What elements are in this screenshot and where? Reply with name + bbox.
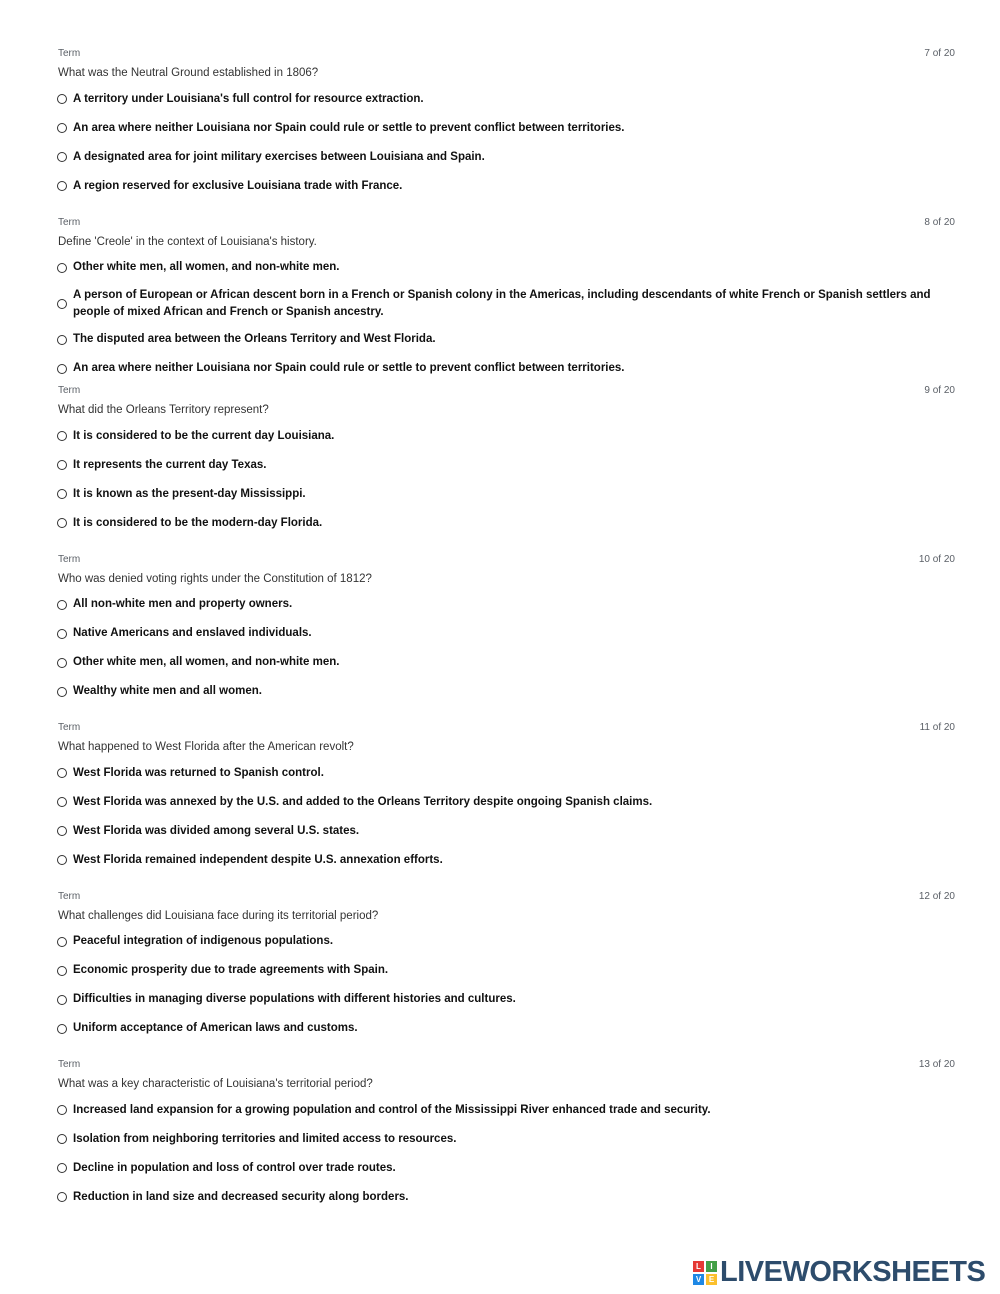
logo-wordmark: LIVEWORKSHEETS: [720, 1256, 986, 1288]
answer-option[interactable]: [57, 1018, 955, 1040]
radio-button-icon[interactable]: [57, 995, 67, 1005]
answer-option[interactable]: [57, 594, 955, 616]
answer-option-text: Difficulties in managing diverse populations with different histories and cultures.: [73, 993, 516, 1005]
radio-button-icon[interactable]: [57, 855, 67, 865]
answer-option-text: West Florida was annexed by the U.S. and added to the Orleans Territory despite ongoing Spanish claims.: [73, 795, 653, 808]
radio-button-icon[interactable]: [57, 335, 67, 345]
answer-option[interactable]: [57, 1186, 955, 1208]
question-prompt: Who was denied voting rights under the Constitution of 1812?: [58, 572, 372, 585]
term-label: Term: [58, 48, 81, 59]
logo-blocks-icon: [693, 1261, 717, 1285]
answer-option[interactable]: [57, 88, 955, 110]
logo-block: L: [693, 1261, 704, 1272]
answer-option[interactable]: [57, 1128, 955, 1150]
answer-option-text: West Florida was returned to Spanish control.: [73, 766, 324, 779]
answer-option[interactable]: [57, 1157, 955, 1179]
answer-option[interactable]: [57, 483, 955, 505]
radio-button-icon[interactable]: [57, 1192, 67, 1202]
question-counter: 9 of 20: [924, 385, 955, 396]
answer-option-text: Isolation from neighboring territories and limited access to resources.: [73, 1132, 457, 1145]
radio-button-icon[interactable]: [57, 826, 67, 836]
question-block: [57, 550, 955, 719]
logo-block: I: [706, 1261, 717, 1272]
question-header: [57, 718, 955, 738]
radio-button-icon[interactable]: [57, 263, 67, 273]
answer-option[interactable]: [57, 820, 955, 842]
question-block: [57, 887, 955, 1056]
answer-option-text: Increased land expansion for a growing population and control of the Mississippi River enhanced trade and security.: [73, 1103, 711, 1116]
radio-button-icon[interactable]: [57, 1105, 67, 1115]
answer-option[interactable]: [57, 849, 955, 871]
question-block: [57, 44, 955, 213]
answer-option[interactable]: [57, 681, 955, 703]
question-counter: 7 of 20: [924, 48, 955, 59]
question-block: [57, 1055, 955, 1224]
question-prompt: What did the Orleans Territory represent?: [58, 404, 269, 416]
answer-option-text: All non-white men and property owners.: [73, 598, 293, 610]
question-header: [57, 44, 955, 64]
question-header: [57, 381, 955, 401]
answer-option[interactable]: [57, 257, 955, 279]
question-prompt: Define 'Creole' in the context of Louisiana's history.: [58, 235, 317, 248]
answer-option-text: West Florida was divided among several U.S. states.: [73, 824, 360, 837]
answer-option[interactable]: [57, 652, 955, 674]
question-block: [57, 381, 955, 550]
term-label: Term: [58, 385, 81, 396]
question-header: [57, 550, 955, 570]
answer-option[interactable]: [57, 960, 955, 982]
radio-button-icon[interactable]: [57, 152, 67, 162]
answer-option[interactable]: [57, 117, 955, 139]
answer-option-text: West Florida remained independent despite U.S. annexation efforts.: [73, 853, 443, 866]
answer-option[interactable]: [57, 146, 955, 168]
answer-option[interactable]: [57, 329, 955, 351]
radio-button-icon[interactable]: [57, 123, 67, 133]
logo-block: E: [706, 1274, 717, 1285]
radio-button-icon[interactable]: [57, 364, 67, 374]
answer-option-text: It is considered to be the modern-day Florida.: [73, 516, 323, 529]
answer-option-text: Wealthy white men and all women.: [73, 685, 262, 697]
question-prompt: What challenges did Louisiana face during its territorial period?: [58, 909, 379, 922]
answer-option[interactable]: [57, 762, 955, 784]
radio-button-icon[interactable]: [57, 768, 67, 778]
question-counter: 8 of 20: [924, 216, 955, 228]
answer-option[interactable]: [57, 358, 955, 380]
answer-option[interactable]: [57, 1099, 955, 1121]
question-header: [57, 887, 955, 907]
question-counter: 11 of 20: [919, 722, 955, 733]
radio-button-icon[interactable]: [57, 181, 67, 191]
question-prompt: What was the Neutral Ground established in 1806?: [58, 67, 319, 79]
answer-option[interactable]: [57, 791, 955, 813]
answer-option[interactable]: [57, 989, 955, 1011]
question-counter: 10 of 20: [918, 553, 955, 565]
answer-option-text: Uniform acceptance of American laws and customs.: [73, 1022, 358, 1034]
answer-option-text: Other white men, all women, and non-white men.: [73, 261, 340, 273]
radio-button-icon[interactable]: [57, 94, 67, 104]
answer-option-text: It represents the current day Texas.: [73, 458, 267, 471]
answer-option[interactable]: [57, 425, 955, 447]
radio-button-icon[interactable]: [57, 489, 67, 499]
radio-button-icon[interactable]: [57, 431, 67, 441]
logo-block: V: [693, 1274, 704, 1285]
answer-option-text: A territory under Louisiana's full control for resource extraction.: [73, 92, 424, 105]
answer-option-text: A region reserved for exclusive Louisiana trade with France.: [73, 179, 403, 192]
question-counter: 12 of 20: [918, 890, 955, 902]
radio-button-icon[interactable]: [57, 299, 67, 309]
radio-button-icon[interactable]: [57, 1163, 67, 1173]
question-header: [57, 1055, 955, 1075]
term-label: Term: [58, 722, 81, 733]
radio-button-icon[interactable]: [57, 629, 67, 639]
radio-button-icon[interactable]: [57, 460, 67, 470]
answer-option[interactable]: [57, 931, 955, 953]
question-block: [57, 213, 955, 382]
answer-option-text: It is considered to be the current day Louisiana.: [73, 429, 335, 442]
answer-option-text: A designated area for joint military exercises between Louisiana and Spain.: [73, 150, 485, 163]
question-counter: 13 of 20: [918, 1059, 955, 1070]
answer-option[interactable]: [57, 286, 955, 322]
answer-option-text: An area where neither Louisiana nor Spain could rule or settle to prevent conflict between territories.: [73, 121, 625, 134]
radio-button-icon[interactable]: [57, 966, 67, 976]
answer-option-text: Economic prosperity due to trade agreements with Spain.: [73, 964, 389, 976]
question-block: [57, 718, 955, 887]
radio-button-icon[interactable]: [57, 1134, 67, 1144]
radio-button-icon[interactable]: [57, 797, 67, 807]
quiz-container: [57, 44, 955, 1224]
answer-option-text: Other white men, all women, and non-white men.: [73, 656, 340, 668]
radio-button-icon[interactable]: [57, 600, 67, 610]
answer-option-text: It is known as the present-day Mississippi.: [73, 487, 306, 500]
answer-option[interactable]: [57, 512, 955, 534]
term-label: Term: [58, 216, 81, 228]
answer-option-text: A person of European or African descent born in a French or Spanish colony in the Americas, including descendants of white French or Spanish settlers and people of mixed African and French or Spanish ancestry.: [73, 288, 931, 318]
question-header: [57, 213, 955, 233]
radio-button-icon[interactable]: [57, 1024, 67, 1034]
question-prompt: What happened to West Florida after the American revolt?: [58, 741, 354, 753]
answer-option-text: The disputed area between the Orleans Territory and West Florida.: [73, 333, 436, 345]
term-label: Term: [58, 1059, 81, 1070]
radio-button-icon[interactable]: [57, 518, 67, 528]
liveworksheets-logo: [693, 1256, 985, 1289]
answer-option-text: Native Americans and enslaved individuals.: [73, 627, 312, 639]
answer-option[interactable]: [57, 454, 955, 476]
radio-button-icon[interactable]: [57, 937, 67, 947]
answer-option-text: Peaceful integration of indigenous populations.: [73, 935, 334, 947]
radio-button-icon[interactable]: [57, 658, 67, 668]
radio-button-icon[interactable]: [57, 687, 67, 697]
answer-option-text: An area where neither Louisiana nor Spain could rule or settle to prevent conflict between territories.: [73, 362, 625, 374]
answer-option[interactable]: [57, 175, 955, 197]
answer-option-text: Reduction in land size and decreased security along borders.: [73, 1190, 409, 1203]
term-label: Term: [58, 553, 81, 565]
answer-option[interactable]: [57, 623, 955, 645]
question-prompt: What was a key characteristic of Louisiana's territorial period?: [58, 1078, 373, 1090]
answer-option-text: Decline in population and loss of control over trade routes.: [73, 1161, 396, 1174]
term-label: Term: [58, 890, 81, 902]
